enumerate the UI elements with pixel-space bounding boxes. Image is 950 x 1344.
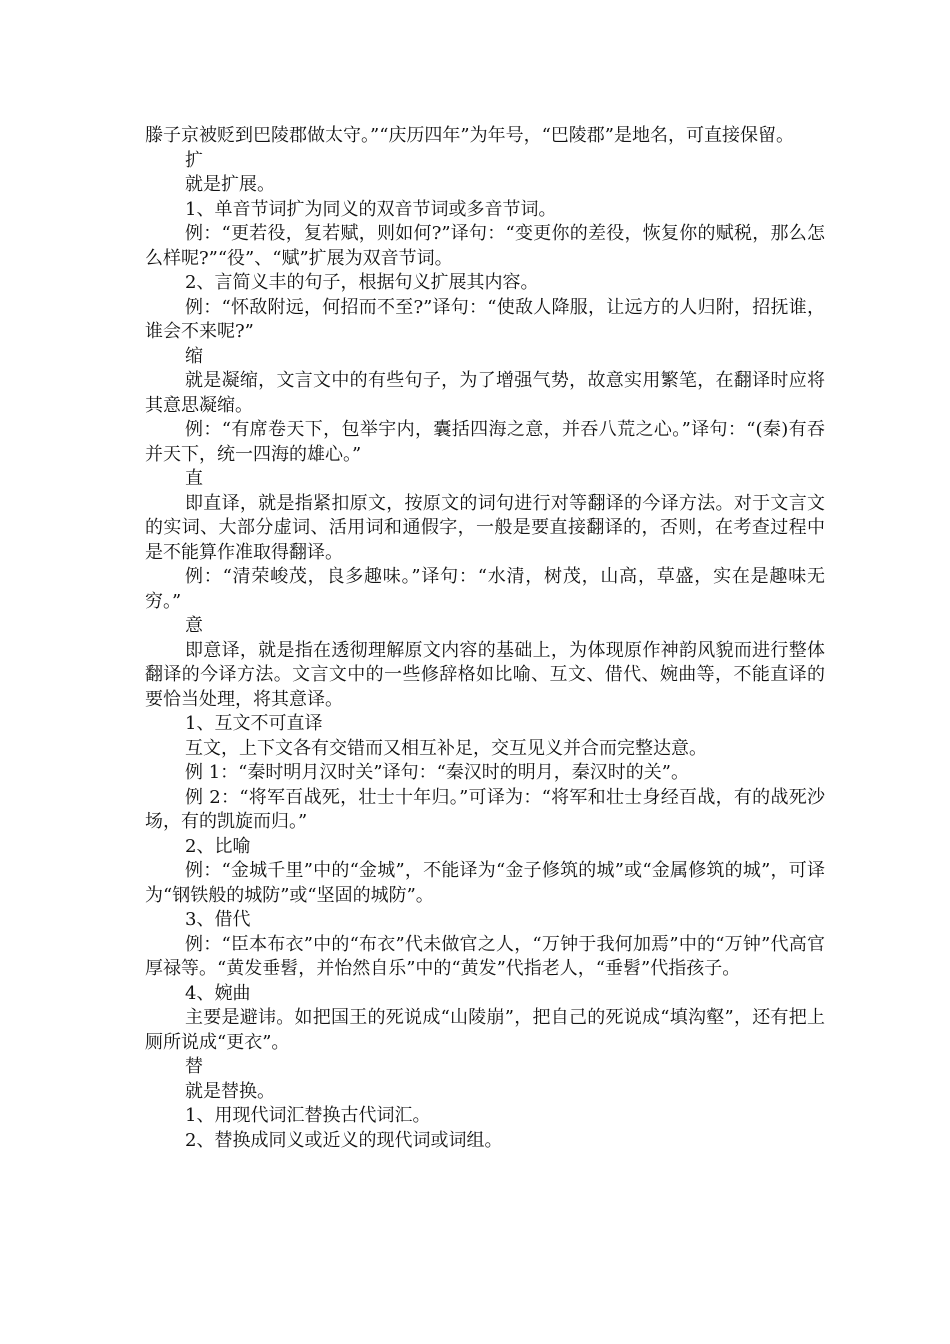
paragraph: 即直译，就是指紧扣原文，按原文的词句进行对等翻译的今译方法。对于文言文的实词、大部分虚词、活用词和通假字，一般是要直接翻译的，否则，在考查过程中是不能算作准取得翻译。 bbox=[145, 492, 825, 563]
paragraph: 缩 bbox=[185, 345, 203, 367]
document-body bbox=[145, 124, 825, 1153]
paragraph: 1、单音节词扩为同义的双音节词或多音节词。 bbox=[185, 198, 557, 220]
paragraph: 主要是避讳。如把国王的死说成“山陵崩”，把自己的死说成“填沟壑”，还有把上厕所说成“更衣”。 bbox=[145, 1007, 825, 1053]
paragraph: 例：“有席卷天下，包举宇内，囊括四海之意，并吞八荒之心。”译句：“(秦)有吞并天下，统一四海的雄心。” bbox=[145, 419, 825, 465]
paragraph: 滕子京被贬到巴陵郡做太守。”“庆历四年”为年号，“巴陵郡”是地名，可直接保留。 bbox=[145, 125, 795, 146]
paragraph: 就是凝缩，文言文中的有些句子，为了增强气势，故意实用繁笔，在翻译时应将其意思凝缩。 bbox=[145, 370, 825, 416]
paragraph: 2、言简义丰的句子，根据句义扩展其内容。 bbox=[185, 272, 539, 293]
paragraph: 直 bbox=[185, 468, 203, 489]
paragraph: 例 1：“秦时明月汉时关”译句：“秦汉时的明月，秦汉时的关”。 bbox=[185, 762, 689, 783]
paragraph: 互文，上下文各有交错而又相互补足，交互见义并合而完整达意。 bbox=[185, 737, 707, 759]
paragraph: 替 bbox=[185, 1056, 203, 1077]
paragraph: 1、互文不可直译 bbox=[185, 713, 323, 734]
paragraph: 意 bbox=[185, 615, 203, 636]
paragraph: 例：“臣本布衣”中的“布衣”代未做官之人，“万钟于我何加焉”中的“万钟”代高官厚禄等。“黄发垂髫，并怡然自乐”中的“黄发”代指老人，“垂髫”代指孩子。 bbox=[145, 933, 825, 979]
paragraph: 例：“怀敌附远，何招而不至?”译句：“使敌人降服，让远方的人归附，招抚谁，谁会不来呢?” bbox=[145, 296, 825, 342]
paragraph: 即意译，就是指在透彻理解原文内容的基础上，为体现原作神韵风貌而进行整体翻译的今译方法。文言文中的一些修辞格如比喻、互文、借代、婉曲等，不能直译的要恰当处理，将其意译。 bbox=[145, 639, 825, 710]
paragraph: 4、婉曲 bbox=[185, 982, 251, 1004]
paragraph: 3、借代 bbox=[185, 909, 251, 930]
paragraph: 就是扩展。 bbox=[185, 174, 275, 195]
paragraph: 例：“更若役，复若赋，则如何?”译句：“变更你的差役，恢复你的赋税，那么怎么样呢?”“役”、“赋”扩展为双音节词。 bbox=[145, 223, 825, 269]
paragraph: 2、比喻 bbox=[185, 835, 251, 857]
paragraph: 扩 bbox=[185, 149, 203, 171]
paragraph: 1、用现代词汇替换古代词汇。 bbox=[185, 1105, 431, 1126]
paragraph: 例：“清荣峻茂，良多趣味。”译句：“水清，树茂，山高，草盛，实在是趣味无穷。” bbox=[145, 566, 825, 612]
paragraph: 就是替换。 bbox=[185, 1080, 275, 1102]
paragraph: 例 2：“将军百战死，壮士十年归。”可译为：“将军和壮士身经百战，有的战死沙场，有的凯旋而归。” bbox=[145, 786, 825, 832]
paragraph: 2、替换成同义或近义的现代词或词组。 bbox=[185, 1129, 503, 1151]
paragraph: 例：“金城千里”中的“金城”，不能译为“金子修筑的城”或“金属修筑的城”，可译为“钢铁般的城防”或“坚固的城防”。 bbox=[145, 860, 825, 906]
